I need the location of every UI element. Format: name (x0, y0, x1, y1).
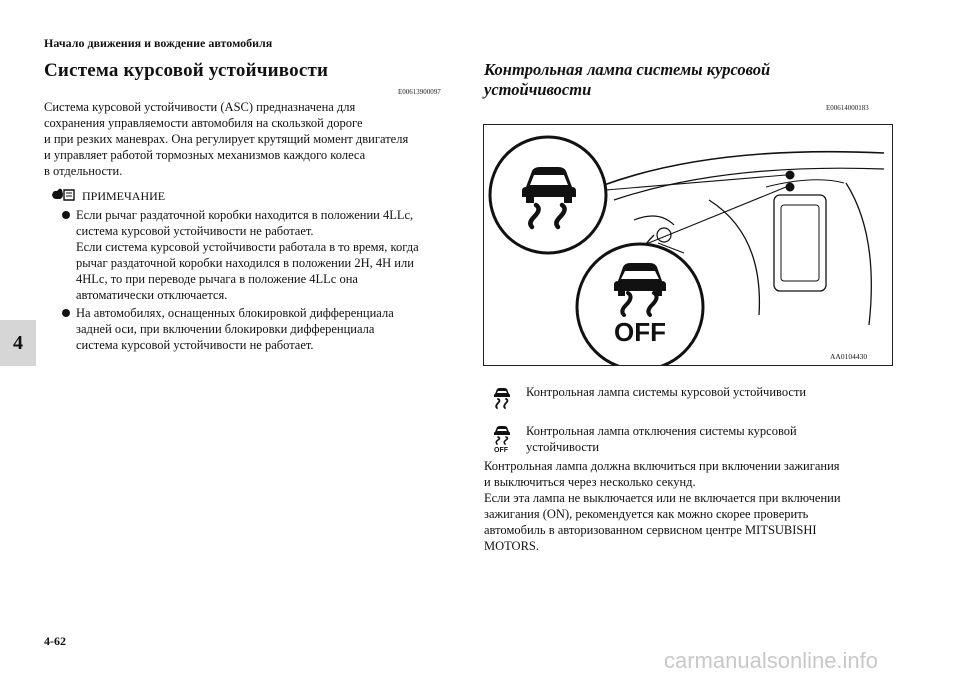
legend-item-asc (488, 384, 888, 415)
text-line: в отдельности. (44, 164, 123, 178)
text-line: сохранения управляемости автомобиля на скользкой дороге (44, 116, 363, 130)
legend (488, 384, 888, 466)
text-line: Система курсовой устойчивости (ASC) предназначена для (44, 100, 356, 114)
text-line: автомобиль в авторизованном сервисном центре MITSUBISHI (484, 523, 817, 537)
subsection-code: E00614000183 (826, 104, 869, 112)
dashboard-figure (483, 124, 893, 366)
legend-text-line: Контрольная лампа системы курсовой устойчивости (526, 385, 807, 399)
note-heading (50, 186, 165, 206)
title-line: Контрольная лампа системы курсовой (484, 60, 771, 79)
text-line: автоматически отключается. (76, 288, 228, 302)
text-line: и выключиться через несколько секунд. (484, 475, 696, 489)
section-title: Система курсовой устойчивости (44, 60, 329, 81)
legend-text-line: Контрольная лампа отключения системы курсовой (526, 424, 797, 438)
section-code: E00613900097 (398, 88, 441, 96)
text-line: система курсовой устойчивости не работает. (76, 338, 314, 352)
text-line: На автомобилях, оснащенных блокировкой дифференциала (76, 306, 394, 320)
text-line: рычаг раздаточной коробки находился в положении 2H, 4H или (76, 256, 414, 270)
running-header: Начало движения и вождение автомобиля (44, 36, 273, 50)
note-list (62, 207, 462, 355)
text-line: и управляет работой тормозных механизмов каждого колеса (44, 148, 366, 162)
watermark: carmanualsonline.info (664, 648, 879, 673)
off-label: OFF (614, 317, 666, 347)
figure-code: AA0104430 (830, 352, 868, 361)
lamp-paragraph (484, 458, 894, 554)
title-line: устойчивости (484, 80, 592, 99)
text-line: Если рычаг раздаточной коробки находится в положении 4LLc, (76, 208, 414, 222)
asc-lamp-icon (488, 384, 516, 415)
text-line: Если система курсовой устойчивости работала в то время, когда (76, 240, 419, 254)
dashboard-illustration (484, 125, 892, 365)
intro-paragraph (44, 99, 464, 179)
text-line: задней оси, при включении блокировки дифференциала (76, 322, 375, 336)
note-item (62, 305, 462, 353)
note-hand-icon (50, 186, 76, 206)
text-line: зажигания (ON), рекомендуется как можно скорее проверить (484, 507, 809, 521)
note-heading-text: ПРИМЕЧАНИЕ (82, 188, 166, 203)
text-line: 4HLc, то при переводе рычага в положение 4LLc она (76, 272, 358, 286)
subsection-title (484, 60, 884, 100)
note-item (62, 207, 462, 303)
asc-off-lamp-icon (488, 423, 516, 458)
text-line: Контрольная лампа должна включиться при включении зажигания (484, 459, 840, 473)
text-line: Если эта лампа не выключается или не включается при включении (484, 491, 841, 505)
off-small-label: OFF (494, 447, 508, 453)
text-line: и при резких маневрах. Она регулирует крутящий момент двигателя (44, 132, 409, 146)
page-number: 4-62 (44, 634, 66, 648)
legend-text-line: устойчивости (526, 440, 600, 454)
text-line: система курсовой устойчивости не работает. (76, 224, 314, 238)
legend-item-asc-off (488, 423, 888, 458)
text-line: MOTORS. (484, 539, 539, 553)
chapter-tab: 4 (0, 320, 36, 366)
